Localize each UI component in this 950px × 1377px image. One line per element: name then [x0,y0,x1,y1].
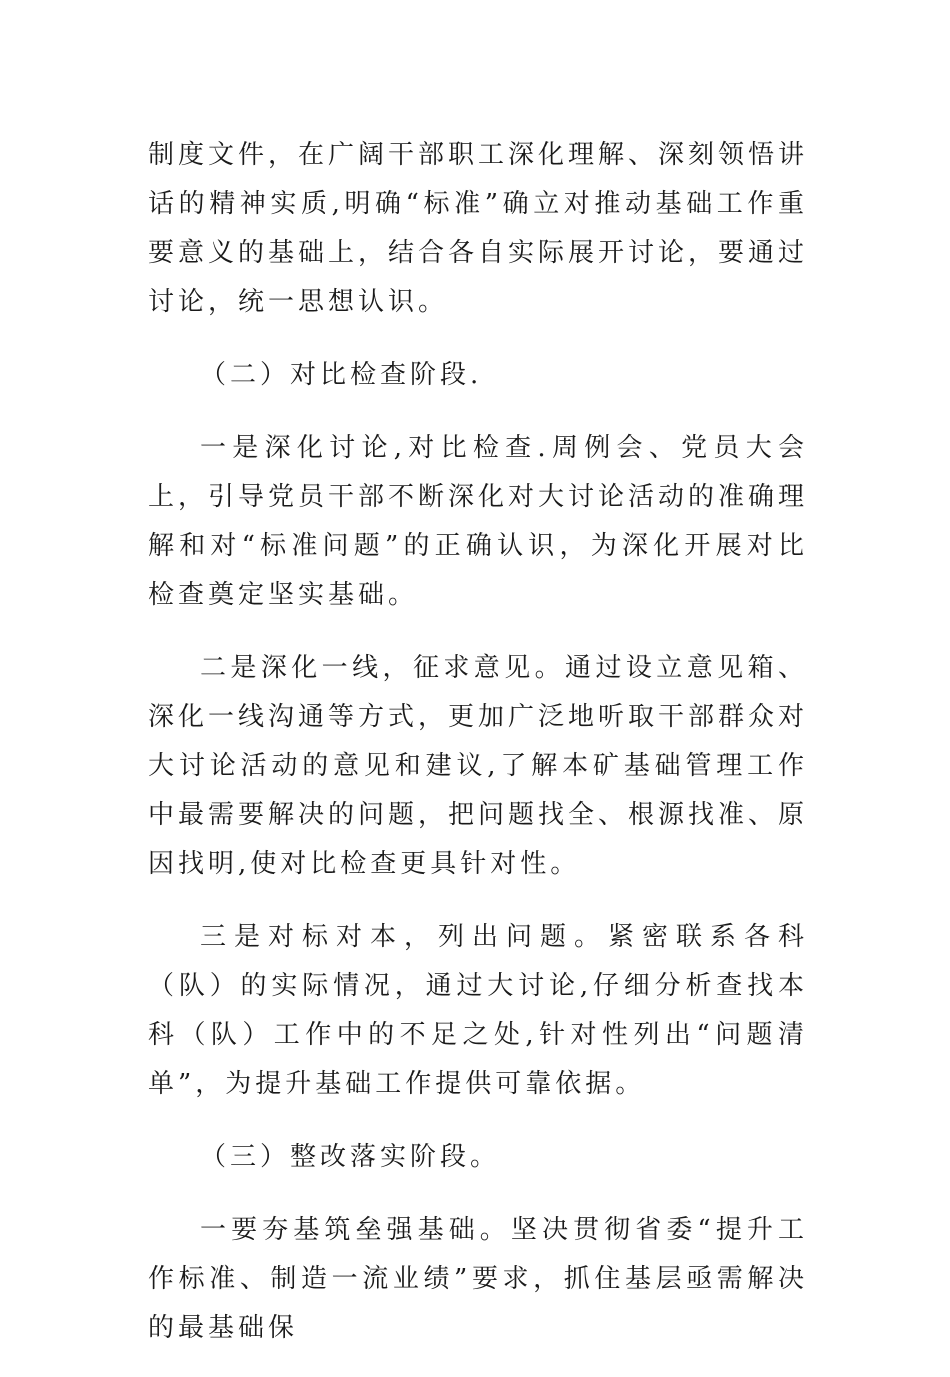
section-heading-rectification-stage: （三）整改落实阶段。 [200,1142,501,1172]
paragraph-solicit-opinions: 二是深化一线，征求意见。通过设立意见箱、深化一线沟通等方式，更加广泛地听取干部群众对大讨论活动的意见和建议,了解本矿基础管理工作中最需要解决的问题，把问题找全、根源找准、原因找明,使对比检查更具针对性。 [148,653,809,879]
paragraph-strengthen-foundation: 一要夯基筑垒强基础。坚决贯彻省委“提升工作标准、制造一流业绩”要求，抓住基层亟需解决的最基础保 [148,1215,808,1343]
paragraph-list-problems: 三是对标对本，列出问题。紧密联系各科（队）的实际情况，通过大讨论,仔细分析查找本科（队）工作中的不足之处,针对性列出“问题清单”，为提升基础工作提供可靠依据。 [148,922,808,1099]
section-heading-comparison-stage: （二）对比检查阶段. [200,360,483,390]
paragraph-deepen-discussion: 一是深化讨论,对比检查.周例会、党员大会上，引导党员干部不断深化对大讨论活动的准确理解和对“标准问题”的正确认识，为深化开展对比检查奠定坚实基础。 [148,433,809,610]
document-body [148,131,808,1377]
paragraph-continuation: 制度文件，在广阔干部职工深化理解、深刻领悟讲话的精神实质,明确“标准”确立对推动基础工作重要意义的基础上，结合各自实际展开讨论，要通过讨论，统一思想认识。 [148,140,809,317]
